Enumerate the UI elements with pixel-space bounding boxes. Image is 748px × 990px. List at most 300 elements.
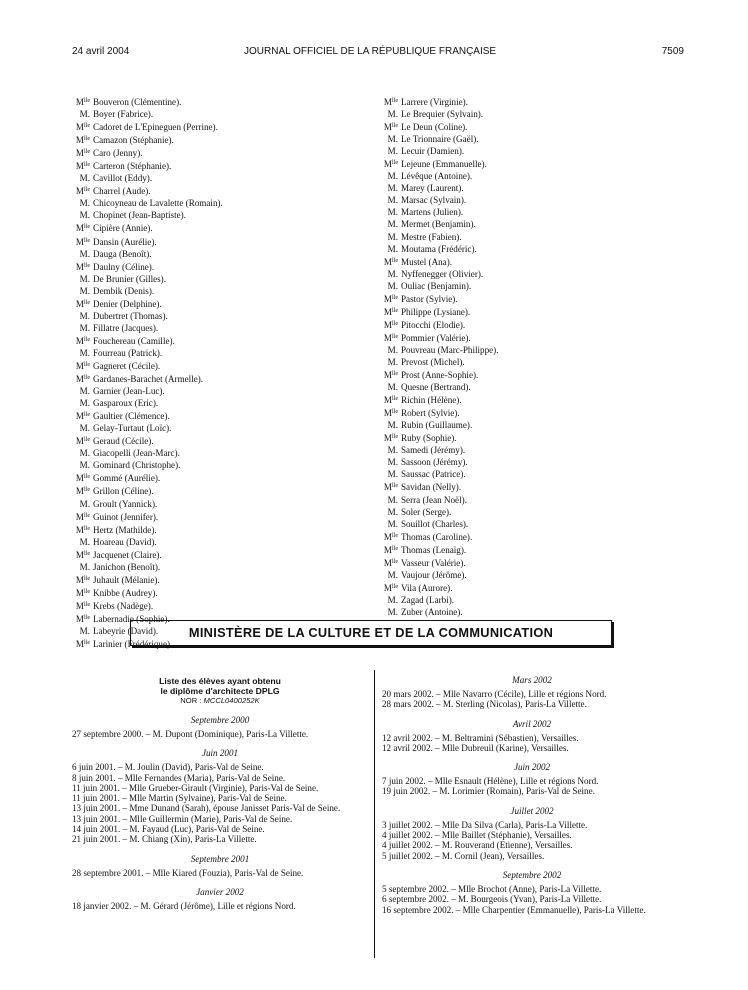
- name-entry: [70, 599, 350, 612]
- person-name: Thomas (Lenaïg).: [401, 544, 467, 555]
- person-name: De Brunier (Gilles).: [93, 273, 166, 284]
- civility-title: $M^{lle}$: [383, 544, 398, 555]
- civility-title: M.: [387, 469, 398, 480]
- civility-superscript: lle: [84, 601, 90, 608]
- person-name: Hoareau (David).: [93, 536, 157, 547]
- name-entry: [378, 530, 658, 543]
- name-entry: [70, 235, 350, 248]
- name-entry: [70, 573, 350, 586]
- civility-title: $M^{lle}$: [383, 370, 398, 381]
- person-name: Marsac (Sylvain).: [401, 195, 467, 206]
- civility-superscript: lle: [392, 320, 398, 327]
- diploma-entry: 28 septembre 2001. – Mlle Kiared (Fouzia), Paris-Val de Seine.: [72, 867, 304, 878]
- name-entry: [378, 170, 658, 182]
- civility-superscript: lle: [84, 588, 90, 595]
- name-entry: [378, 206, 658, 218]
- civility-title: $M^{lle}$: [75, 574, 90, 585]
- name-entry: [378, 569, 658, 581]
- name-entry: [70, 385, 350, 397]
- name-entry: [378, 268, 658, 280]
- name-entry: [70, 347, 350, 359]
- nor-label: NOR :: [180, 696, 202, 705]
- person-name: Larinier (Frédérique).: [93, 639, 173, 650]
- civility-superscript: lle: [392, 409, 398, 416]
- diploma-entry: 13 juin 2001. – Mlle Guillermin (Marie), Paris-Val de Seine.: [72, 813, 293, 824]
- person-name: Saussac (Patrice).: [401, 469, 466, 480]
- civility-title: M.: [387, 109, 398, 120]
- name-entry: [378, 606, 658, 618]
- person-name: Garnier (Jean-Luc).: [93, 386, 165, 397]
- civility-superscript: lle: [84, 487, 90, 494]
- civility-title: M.: [79, 210, 90, 221]
- civility-title: $M^{lle}$: [75, 436, 90, 447]
- person-name: Cavillot (Eddy).: [93, 173, 153, 184]
- civility-superscript: lle: [84, 614, 90, 621]
- civility-title: $M^{lle}$: [75, 223, 90, 234]
- civility-superscript: lle: [84, 550, 90, 557]
- arrete-left-column: [72, 676, 368, 911]
- civility-superscript: lle: [392, 558, 398, 565]
- name-entry: [378, 494, 658, 506]
- arrete-title-line1: Liste des élèves ayant obtenu: [159, 676, 281, 686]
- section-heading: Mars 2002: [512, 675, 552, 685]
- name-entry: [70, 484, 350, 497]
- section-heading: Janvier 2002: [196, 886, 244, 897]
- person-name: Fouchereau (Camille).: [93, 335, 175, 346]
- name-entry: [70, 221, 350, 234]
- section-heading: Juillet 2002: [510, 805, 554, 816]
- name-entry: [70, 372, 350, 385]
- civility-title: $M^{lle}$: [383, 159, 398, 170]
- person-name: Dansin (Aurélie).: [93, 236, 157, 247]
- name-entry: [378, 419, 658, 431]
- person-name: Le Trionnaire (Gaël).: [401, 134, 479, 145]
- diploma-entry: 27 septembre 2000. – M. Dupont (Dominique), Paris-La Villette.: [72, 729, 309, 739]
- name-entry: [70, 434, 350, 447]
- civility-title: $M^{lle}$: [75, 549, 90, 560]
- name-entry: [378, 157, 658, 170]
- diploma-entry: 12 avril 2002. – M. Beltramini (Sébastien), Versailles.: [382, 732, 579, 743]
- civility-superscript: lle: [84, 187, 90, 194]
- diploma-entry: 5 septembre 2002. – Mlle Brochot (Anne), Paris-La Villette.: [382, 883, 602, 894]
- diploma-entry: 21 juin 2001. – M. Chiang (Xin), Paris-La Villette.: [72, 834, 257, 845]
- person-name: Pouvreau (Marc-Philippe).: [401, 344, 499, 355]
- name-entry: [378, 543, 658, 556]
- person-name: Prost (Anne-Sophie).: [401, 370, 479, 381]
- person-name: Chopinet (Jean-Baptiste).: [93, 210, 186, 221]
- name-entry: [378, 133, 658, 145]
- name-entry: [70, 209, 350, 221]
- name-entry: [70, 397, 350, 409]
- person-name: Moutama (Frédéric).: [401, 243, 477, 254]
- civility-title: M.: [387, 506, 398, 517]
- civility-title: $M^{lle}$: [75, 236, 90, 247]
- name-entry: [378, 581, 658, 594]
- civility-title: $M^{lle}$: [75, 335, 90, 346]
- person-name: Serra (Jean Noël).: [401, 494, 467, 505]
- person-name: Bouveron (Clémentine).: [93, 97, 182, 107]
- person-name: Juhault (Mélanie).: [93, 574, 160, 585]
- civility-title: M.: [387, 280, 398, 291]
- civility-title: M.: [387, 344, 398, 355]
- name-entry: [378, 356, 658, 368]
- civility-title: M.: [387, 243, 398, 254]
- name-entry: [378, 182, 658, 194]
- civility-title: M.: [79, 322, 90, 333]
- name-entry: [70, 471, 350, 484]
- name-entry: [70, 133, 350, 146]
- civility-superscript: lle: [392, 257, 398, 264]
- name-entry: [378, 243, 658, 255]
- person-name: Martens (Julien).: [401, 207, 464, 218]
- person-name: Gaultier (Clémence).: [93, 411, 170, 422]
- diploma-entry: 13 juin 2001. – Mme Dunand (Sarah), épouse Janisset Paris-Val de Seine.: [72, 803, 341, 814]
- civility-superscript: lle: [392, 123, 398, 130]
- civility-title: M.: [79, 386, 90, 397]
- diploma-entry: 28 mars 2002. – M. Sterling (Nicolas), Paris-La Villette.: [382, 699, 587, 710]
- name-entry: [70, 359, 350, 372]
- civility-superscript: lle: [84, 474, 90, 481]
- civility-superscript: lle: [392, 294, 398, 301]
- person-name: Pitocchi (Elodie).: [401, 319, 466, 330]
- arrete-right-column: [382, 673, 682, 915]
- civility-title: $M^{lle}$: [75, 511, 90, 522]
- person-name: Janichon (Benoît).: [93, 561, 161, 572]
- page-number: 7509: [661, 46, 684, 57]
- name-entry: [378, 468, 658, 480]
- person-name: Ruby (Sophie).: [401, 433, 457, 444]
- civility-title: $M^{lle}$: [383, 293, 398, 304]
- civility-title: $M^{lle}$: [75, 374, 90, 385]
- name-entry: [378, 594, 658, 606]
- header-date: 24 avril 2004: [72, 46, 130, 57]
- person-name: Zuber (Antoine).: [401, 606, 463, 617]
- section-heading: Juin 2001: [201, 748, 239, 759]
- civility-superscript: lle: [84, 336, 90, 343]
- person-name: Labeyrie (David).: [93, 625, 159, 636]
- civility-title: M.: [79, 310, 90, 321]
- person-name: Vasseur (Valérie).: [401, 557, 466, 568]
- name-entry: [378, 518, 658, 530]
- civility-superscript: lle: [392, 98, 398, 104]
- civility-title: M.: [79, 109, 90, 120]
- person-name: Daulny (Céline).: [93, 261, 155, 272]
- civility-title: $M^{lle}$: [75, 473, 90, 484]
- person-name: Cadoret de L'Epineguen (Perrine).: [93, 122, 218, 133]
- person-name: Dembik (Denis).: [93, 285, 155, 296]
- civility-superscript: lle: [84, 412, 90, 419]
- name-entry: [378, 120, 658, 133]
- name-entry: [378, 95, 658, 108]
- person-name: Prevost (Michel).: [401, 356, 465, 367]
- section-heading: Juin 2002: [513, 762, 551, 773]
- name-entry: [378, 231, 658, 243]
- person-name: Lévêque (Antoine).: [401, 171, 473, 182]
- name-list-right: [378, 95, 658, 618]
- name-entry: [70, 146, 350, 159]
- name-entry: [70, 422, 350, 434]
- name-entry: [378, 368, 658, 381]
- civility-title: M.: [387, 518, 398, 529]
- person-name: Sassoon (Jérémy).: [401, 457, 468, 468]
- civility-title: M.: [387, 219, 398, 230]
- civility-superscript: lle: [84, 299, 90, 306]
- civility-title: M.: [387, 207, 398, 218]
- civility-superscript: lle: [84, 512, 90, 519]
- civility-title: M.: [387, 594, 398, 605]
- civility-superscript: lle: [392, 333, 398, 340]
- civility-superscript: lle: [84, 262, 90, 269]
- civility-superscript: lle: [84, 437, 90, 444]
- civility-title: $M^{lle}$: [75, 587, 90, 598]
- person-name: Nyffenegger (Olivier).: [401, 268, 484, 279]
- column-divider: [374, 670, 375, 958]
- civility-title: $M^{lle}$: [383, 582, 398, 593]
- name-entry: [70, 248, 350, 260]
- person-name: Le Brequier (Sylvain).: [401, 109, 484, 120]
- person-name: Gasparoux (Eric).: [93, 398, 159, 409]
- civility-superscript: lle: [84, 98, 90, 104]
- civility-title: M.: [79, 273, 90, 284]
- name-entry: [378, 194, 658, 206]
- civility-title: $M^{lle}$: [75, 411, 90, 422]
- name-entry: [70, 459, 350, 471]
- civility-title: M.: [79, 561, 90, 572]
- civility-title: $M^{lle}$: [75, 148, 90, 159]
- civility-superscript: lle: [392, 545, 398, 552]
- diploma-entry: 16 septembre 2002. – Mlle Charpentier (Emmanuelle), Paris-La Villette.: [382, 904, 646, 915]
- name-list-left: [70, 95, 350, 650]
- civility-title: $M^{lle}$: [75, 186, 90, 197]
- civility-superscript: lle: [392, 483, 398, 490]
- sections-left: [72, 715, 368, 911]
- civility-superscript: lle: [84, 640, 90, 647]
- diploma-entry: 4 juillet 2002. – M. Rouverand (Etienne), Versailles.: [382, 840, 573, 851]
- civility-title: M.: [79, 347, 90, 358]
- civility-title: M.: [387, 445, 398, 456]
- person-name: Denier (Delphine).: [93, 298, 162, 309]
- civility-title: M.: [387, 268, 398, 279]
- civility-superscript: lle: [84, 224, 90, 231]
- person-name: Philippe (Lysiane).: [401, 306, 471, 317]
- person-name: Charrel (Aude).: [93, 186, 151, 197]
- name-entry: [378, 456, 658, 468]
- name-entry: [70, 561, 350, 573]
- civility-title: $M^{lle}$: [383, 306, 398, 317]
- name-entry: [378, 506, 658, 518]
- civility-title: $M^{lle}$: [383, 395, 398, 406]
- person-name: Gominard (Christophe).: [93, 460, 181, 471]
- diploma-entry: 8 juin 2001. – Mlle Fernandes (Maria), Paris-Val de Seine.: [72, 772, 286, 783]
- person-name: Richin (Hélène).: [401, 395, 462, 406]
- person-name: Savidan (Nelly).: [401, 482, 462, 493]
- name-entry: [70, 523, 350, 536]
- person-name: Fillatre (Jacques).: [93, 322, 159, 333]
- name-entry: [70, 586, 350, 599]
- person-name: Vila (Aurore).: [401, 582, 453, 593]
- civility-superscript: lle: [392, 532, 398, 539]
- section-heading: Septembre 2002: [502, 869, 562, 880]
- person-name: Cipière (Annie).: [93, 223, 153, 234]
- person-name: Robert (Sylvie).: [401, 408, 460, 419]
- civility-title: $M^{lle}$: [75, 486, 90, 497]
- name-entry: [378, 444, 658, 456]
- person-name: Mustel (Ana).: [401, 256, 453, 267]
- civility-superscript: lle: [84, 237, 90, 244]
- civility-title: M.: [79, 498, 90, 509]
- section-heading: Septembre 2000: [190, 715, 250, 725]
- civility-title: M.: [387, 457, 398, 468]
- person-name: Giacopelli (Jean-Marc).: [93, 448, 180, 459]
- person-name: Carteron (Stéphanie).: [93, 161, 172, 172]
- name-entry: [378, 480, 658, 493]
- person-name: Lejeune (Emmanuelle).: [401, 159, 487, 170]
- person-name: Lecuir (Damien).: [401, 146, 465, 157]
- name-entry: [70, 447, 350, 459]
- person-name: Labernadie (Sophie).: [93, 613, 170, 624]
- civility-title: $M^{lle}$: [383, 122, 398, 133]
- person-name: Soler (Serge).: [401, 506, 452, 517]
- person-name: Larrere (Virginie).: [401, 97, 468, 107]
- person-name: Mestre (Fabien).: [401, 231, 462, 242]
- civility-title: M.: [387, 494, 398, 505]
- civility-title: M.: [79, 625, 90, 636]
- name-entry: [378, 344, 658, 356]
- civility-title: M.: [79, 423, 90, 434]
- name-entry: [70, 536, 350, 548]
- diploma-entry: 11 juin 2001. – Mlle Martin (Sylvaine), Paris-Val de Seine.: [72, 793, 287, 804]
- civility-title: $M^{lle}$: [75, 135, 90, 146]
- person-name: Gommé (Aurélie).: [93, 473, 161, 484]
- civility-title: M.: [79, 285, 90, 296]
- civility-title: M.: [387, 382, 398, 393]
- name-entry: [378, 406, 658, 419]
- person-name: Dauga (Benoît).: [93, 248, 152, 259]
- person-name: Chicoyneau de Lavalette (Romain).: [93, 198, 223, 209]
- civility-superscript: lle: [84, 149, 90, 156]
- name-entry: [70, 334, 350, 347]
- civility-title: M.: [79, 460, 90, 471]
- person-name: Krebs (Nadège).: [93, 600, 154, 611]
- name-entry: [70, 409, 350, 422]
- diploma-entry: 20 mars 2002. – Mlle Navarro (Cécile), Lille et régions Nord.: [382, 689, 607, 699]
- person-name: Gelay-Turtaut (Loïc).: [93, 423, 172, 434]
- civility-title: $M^{lle}$: [75, 122, 90, 133]
- civility-title: M.: [387, 569, 398, 580]
- name-entry: [378, 280, 658, 292]
- name-entry: [70, 159, 350, 172]
- nor-code: MCCL0400252K: [203, 696, 260, 705]
- name-entry: [70, 273, 350, 285]
- diploma-entry: 6 juin 2001. – M. Joulin (David), Paris-Val de Seine.: [72, 762, 264, 773]
- name-entry: [70, 310, 350, 322]
- diploma-entry: 6 septembre 2002. – M. Bourgeois (Yvan), Paris-La Villette.: [382, 894, 602, 905]
- person-name: Souillot (Charles).: [401, 518, 469, 529]
- nor-reference: [72, 696, 368, 706]
- person-name: Camazon (Stéphanie).: [93, 135, 174, 146]
- ministry-title: MINISTÈRE DE LA CULTURE ET DE LA COMMUNICATION: [188, 625, 554, 640]
- person-name: Samedi (Jérémy).: [401, 445, 466, 456]
- name-entry: [378, 431, 658, 444]
- name-entry: [70, 260, 350, 273]
- civility-title: $M^{lle}$: [383, 97, 398, 107]
- person-name: Pastor (Sylvie).: [401, 293, 458, 304]
- civility-title: $M^{lle}$: [383, 332, 398, 343]
- name-entry: [70, 95, 350, 108]
- person-name: Vaujour (Jérôme).: [401, 569, 467, 580]
- section-heading: Avril 2002: [512, 718, 552, 729]
- diploma-entry: 18 janvier 2002. – M. Gérard (Jérôme), Lille et régions Nord.: [72, 900, 296, 911]
- civility-superscript: lle: [84, 136, 90, 143]
- civility-title: $M^{lle}$: [383, 557, 398, 568]
- person-name: Marey (Laurent).: [401, 183, 464, 194]
- diploma-entry: 7 juin 2002. – Mlle Esnault (Hélène), Lille et régions Nord.: [382, 776, 599, 787]
- journal-title: JOURNAL OFFICIEL DE LA RÉPUBLIQUE FRANÇAISE: [244, 46, 497, 57]
- civility-title: M.: [79, 198, 90, 209]
- person-name: Mermet (Benjamin).: [401, 219, 476, 230]
- name-entry: [70, 548, 350, 561]
- diploma-entry: 14 juin 2001. – M. Fayaud (Luc), Paris-Val de Seine.: [72, 824, 265, 835]
- civility-title: M.: [387, 195, 398, 206]
- person-name: Boyer (Fabrice).: [93, 109, 154, 120]
- diploma-entry: 5 juillet 2002. – M. Cornil (Jean), Versailles.: [382, 850, 545, 861]
- civility-title: $M^{lle}$: [75, 360, 90, 371]
- name-entry: [70, 184, 350, 197]
- person-name: Hertz (Mathilde).: [93, 524, 157, 535]
- civility-title: $M^{lle}$: [75, 298, 90, 309]
- civility-title: M.: [387, 171, 398, 182]
- person-name: Guinot (Jennifer).: [93, 511, 159, 522]
- civility-title: $M^{lle}$: [75, 639, 90, 650]
- diploma-entry: 19 juin 2002. – M. Lorimier (Romain), Paris-Val de Seine.: [382, 786, 595, 797]
- name-entry: [378, 556, 658, 569]
- name-entry: [70, 285, 350, 297]
- civility-title: $M^{lle}$: [75, 600, 90, 611]
- arrete-title-line2: le diplôme d'architecte DPLG: [160, 686, 280, 696]
- civility-title: $M^{lle}$: [383, 531, 398, 542]
- civility-title: M.: [79, 398, 90, 409]
- diploma-entry: 12 avril 2002. – Mlle Dubreuil (Karine), Versailles.: [382, 742, 569, 753]
- person-name: Le Deun (Coline).: [401, 122, 468, 133]
- person-name: Rubin (Guillaume).: [401, 420, 473, 431]
- civility-superscript: lle: [84, 575, 90, 582]
- civility-title: M.: [79, 248, 90, 259]
- ministry-banner: [130, 620, 612, 646]
- name-entry: [378, 381, 658, 393]
- civility-superscript: lle: [84, 162, 90, 169]
- name-entry: [70, 172, 350, 184]
- civility-superscript: lle: [84, 123, 90, 130]
- name-entry: [378, 393, 658, 406]
- civility-title: $M^{lle}$: [383, 256, 398, 267]
- person-name: Thomas (Caroline).: [401, 531, 473, 542]
- person-name: Quesne (Bertrand).: [401, 382, 471, 393]
- person-name: Pommier (Valérie).: [401, 332, 471, 343]
- civility-title: M.: [387, 231, 398, 242]
- person-name: Knibbe (Audrey).: [93, 587, 158, 598]
- person-name: Fourreau (Patrick).: [93, 347, 163, 358]
- person-name: Zagad (Larbi).: [401, 594, 455, 605]
- name-entry: [70, 498, 350, 510]
- name-entry: [70, 297, 350, 310]
- civility-superscript: lle: [392, 371, 398, 378]
- name-entry: [70, 322, 350, 334]
- civility-title: $M^{lle}$: [75, 524, 90, 535]
- civility-title: $M^{lle}$: [75, 261, 90, 272]
- name-entry: [70, 120, 350, 133]
- person-name: Gagneret (Cécile).: [93, 360, 161, 371]
- civility-title: M.: [79, 448, 90, 459]
